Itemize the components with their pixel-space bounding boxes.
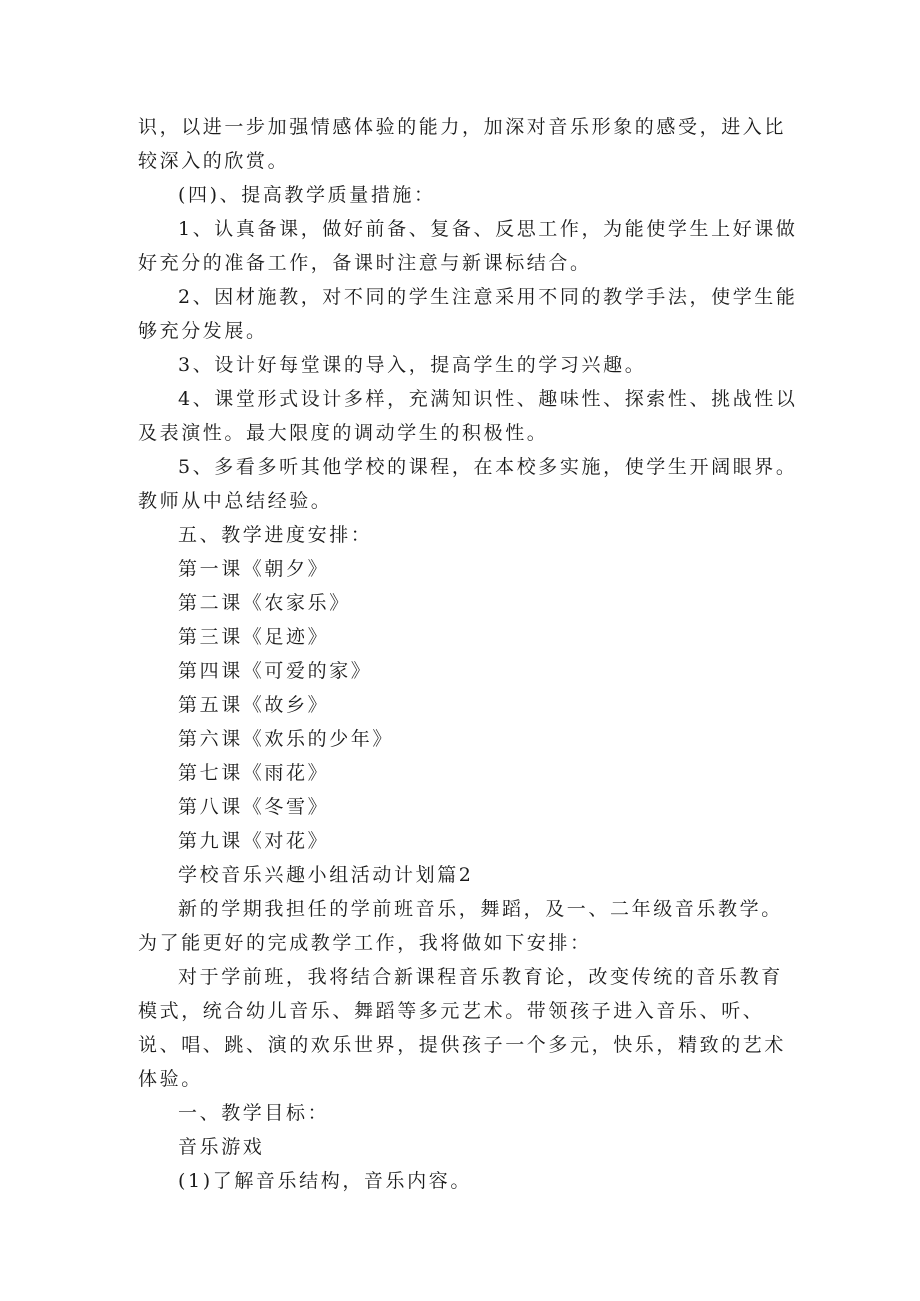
goal-item-1: (1)了解音乐结构，音乐内容。 (178, 1170, 472, 1192)
measure-item-2: 2、因材施教，对不同的学生注意采用不同的教学手法，使学生能够充分发展。 (138, 286, 798, 342)
subheading-music-games: 音乐游戏 (178, 1136, 265, 1158)
lesson-item: 第五课《故乡》 (178, 694, 330, 716)
measure-item-3: 3、设计好每堂课的导入，提高学生的学习兴趣。 (178, 354, 647, 376)
intro-paragraph: 新的学期我担任的学前班音乐，舞蹈，及一、二年级音乐教学。为了能更好的完成教学工作，我将做如下安排： (138, 898, 783, 954)
preschool-paragraph: 对于学前班，我将结合新课程音乐教育论，改变传统的音乐教育模式，统合幼儿音乐、舞蹈等多元艺术。带领孩子进入音乐、听、说、唱、跳、演的欢乐世界，提供孩子一个多元，快乐，精致的艺术体验。 (138, 966, 787, 1090)
section-heading-schedule: 五、教学进度安排： (178, 524, 373, 546)
lesson-item: 第四课《可爱的家》 (178, 660, 373, 682)
lesson-item: 第三课《足迹》 (178, 626, 330, 648)
measure-item-5: 5、多看多听其他学校的课程，在本校多实施，使学生开阔眼界。教师从中总结经验。 (138, 456, 798, 512)
lesson-item: 第九课《对花》 (178, 830, 330, 852)
lesson-item: 第六课《欢乐的少年》 (178, 728, 395, 750)
article-title-part-2: 学校音乐兴趣小组活动计划篇2 (178, 864, 474, 886)
section-heading-goals: 一、教学目标： (178, 1102, 330, 1124)
measure-item-1: 1、认真备课，做好前备、复备、反思工作，为能使学生上好课做好充分的准备工作，备课时注意与新课标结合。 (138, 218, 798, 274)
lesson-item: 第七课《雨花》 (178, 762, 330, 784)
document-body (138, 110, 798, 1198)
lesson-item: 第八课《冬雪》 (178, 796, 330, 818)
paragraph-continuation: 识，以进一步加强情感体验的能力，加深对音乐形象的感受，进入比较深入的欣赏。 (138, 116, 787, 172)
lesson-item: 第二课《农家乐》 (178, 592, 351, 614)
lesson-item: 第一课《朝夕》 (178, 558, 330, 580)
measure-item-4: 4、课堂形式设计多样，充满知识性、趣味性、探索性、挑战性以及表演性。最大限度的调动学生的积极性。 (138, 388, 798, 444)
section-heading-quality-measures: (四)、提高教学质量措施： (178, 184, 436, 206)
